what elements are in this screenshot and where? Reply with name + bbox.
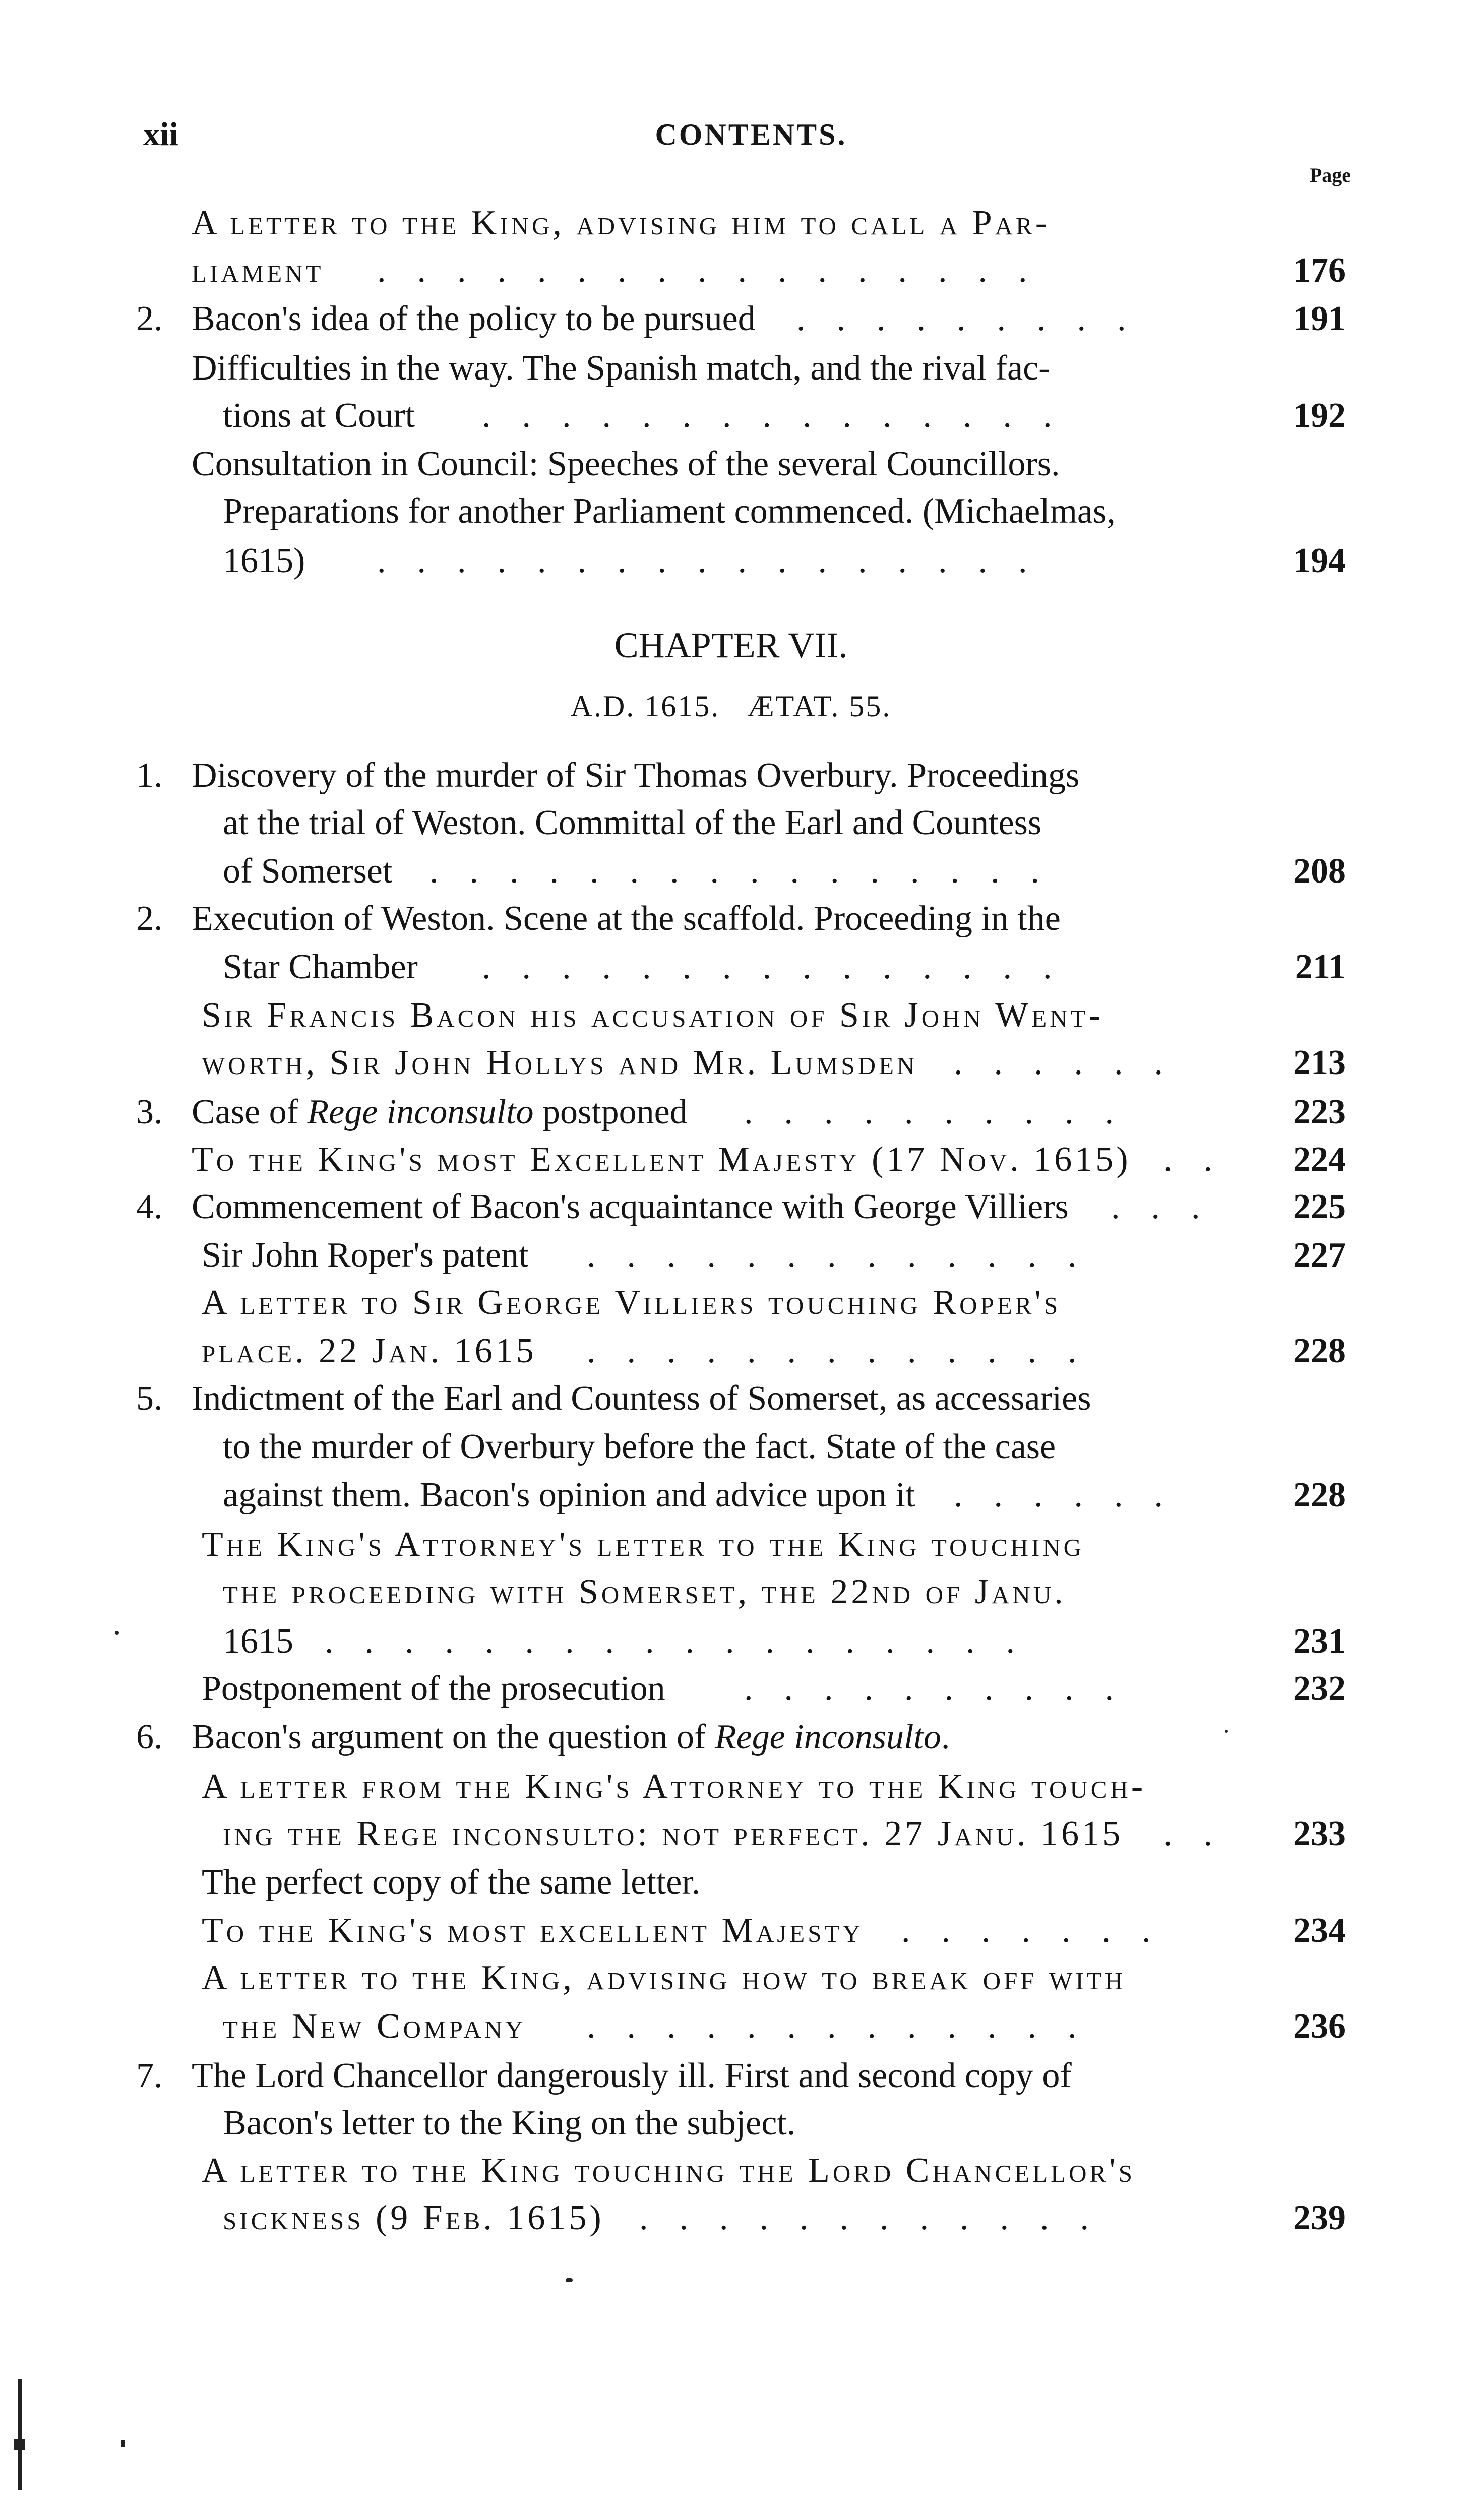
toc-entry-text-part: postponed — [533, 1093, 688, 1131]
toc-entry-text: ing the Rege inconsulto: not perfect. 27 Janu. 1615 — [223, 1814, 1124, 1853]
toc-page-number: 227 — [1293, 1236, 1346, 1275]
running-title: CONTENTS. — [655, 118, 847, 151]
toc-entry-text: of Somerset — [223, 852, 393, 891]
toc-entry-text: liament — [192, 251, 324, 290]
toc-entry-text: the New Company — [223, 2007, 526, 2046]
toc-page-number: 176 — [1293, 251, 1346, 290]
toc-page-number: 208 — [1293, 852, 1346, 891]
margin-mark — [14, 2439, 25, 2450]
toc-page-number: 211 — [1295, 948, 1346, 986]
toc-section-number: 1. — [136, 756, 163, 795]
chapter-title: CHAPTER VII. — [614, 625, 848, 665]
toc-entry-text: at the trial of Weston. Committal of the Earl and Countess — [223, 803, 1042, 842]
toc-entry-text: A letter to the King, advising how to break off with — [202, 1959, 1126, 1997]
toc-section-number: 2. — [136, 299, 163, 338]
dot-leader: .. — [1163, 1814, 1244, 1853]
toc-entry-text: Indictment of the Earl and Countess of Somerset, as accessaries — [192, 1379, 1091, 1418]
toc-section-number: 4. — [136, 1187, 163, 1226]
toc-entry-text — [192, 1090, 688, 1135]
toc-entry-text: tions at Court — [223, 396, 415, 435]
margin-mark — [566, 2278, 573, 2282]
toc-section-number: 3. — [136, 1093, 163, 1131]
dot-leader: ... — [1111, 1187, 1232, 1226]
toc-entry-text: Preparations for another Parliament commenced. (Michaelmas, — [223, 492, 1116, 531]
toc-page-number: 192 — [1293, 396, 1346, 435]
toc-entry-text: to the murder of Overbury before the fact. State of the case — [223, 1427, 1056, 1466]
dot-leader: ......... — [796, 299, 1157, 338]
dot-leader: ............. — [587, 2007, 1108, 2046]
dot-leader: ............. — [587, 1236, 1108, 1275]
toc-entry-text: Sir John Roper's patent — [202, 1236, 529, 1275]
dot-leader: ............... — [482, 396, 1083, 435]
dot-leader: .......... — [744, 1093, 1145, 1131]
toc-entry-text: sickness (9 Feb. 1615) — [223, 2198, 604, 2237]
toc-page-number: 223 — [1293, 1093, 1346, 1131]
toc-entry-text: A letter from the King's Attorney to the King touch- — [202, 1767, 1146, 1806]
toc-entry-text: A letter to Sir George Villiers touching Roper's — [202, 1283, 1061, 1322]
chapter-date-line: A.D. 1615. ÆTAT. 55. — [570, 689, 892, 723]
margin-mark — [115, 1631, 119, 1635]
toc-entry-text: Bacon's idea of the policy to be pursued — [192, 299, 756, 338]
toc-page-number: 231 — [1293, 1622, 1346, 1661]
dot-leader: ............ — [639, 2198, 1120, 2237]
toc-entry-text: A letter to the King, advising him to call a Par- — [192, 204, 1050, 242]
toc-entry-text: A letter to the King touching the Lord Chancellor's — [202, 2151, 1136, 2190]
margin-mark — [1225, 1730, 1228, 1733]
toc-entry-text: The perfect copy of the same letter. — [202, 1863, 701, 1902]
toc-entry-text: worth, Sir John Hollys and Mr. Lumsden — [202, 1043, 918, 1082]
margin-mark — [18, 2379, 22, 2490]
toc-entry-text: Postponement of the prosecution — [202, 1669, 665, 1708]
toc-page-number: 232 — [1293, 1669, 1346, 1708]
toc-section-number: 2. — [136, 899, 163, 938]
toc-entry-text: To the King's most Excellent Majesty (17 Nov. 1615) — [192, 1140, 1131, 1179]
margin-mark — [121, 2440, 125, 2447]
dot-leader: ................. — [377, 251, 1059, 290]
dot-leader: .. — [1163, 1140, 1244, 1179]
toc-entry-text: Star Chamber — [223, 948, 418, 986]
toc-page-number: 234 — [1293, 1911, 1346, 1950]
toc-section-number: 6. — [136, 1718, 163, 1756]
toc-page-number: 233 — [1293, 1814, 1346, 1853]
toc-entry-text: 1615 — [223, 1622, 293, 1661]
toc-entry-text: the proceeding with Somerset, the 22nd of Janu. — [223, 1572, 1066, 1611]
toc-entry-text: Sir Francis Bacon his accusation of Sir John Went- — [202, 996, 1103, 1035]
dot-leader: .......... — [744, 1669, 1145, 1708]
toc-page-number: 194 — [1293, 541, 1346, 580]
toc-entry-text: place. 22 Jan. 1615 — [202, 1332, 537, 1370]
toc-entry-text-part: Bacon's argument on the question of — [192, 1718, 715, 1756]
toc-entry-text-part: . — [941, 1718, 950, 1756]
toc-entry-text: Difficulties in the way. The Spanish match, and the rival fac- — [192, 349, 1051, 388]
folio-number: xii — [143, 116, 178, 153]
dot-leader: ....... — [901, 1911, 1182, 1950]
dot-leader: ................ — [429, 852, 1071, 891]
dot-leader: ................. — [377, 541, 1059, 580]
toc-entry-text: The Lord Chancellor dangerously ill. First and second copy of — [192, 2056, 1072, 2095]
toc-page-number: 191 — [1293, 299, 1346, 338]
toc-entry-text: Consultation in Council: Speeches of the several Councillors. — [192, 445, 1060, 483]
toc-entry-text — [192, 1715, 950, 1760]
toc-entry-italic-term: Rege inconsulto — [307, 1093, 534, 1131]
dot-leader: .................. — [325, 1622, 1046, 1661]
toc-entry-text: Bacon's letter to the King on the subject. — [223, 2104, 796, 2143]
toc-entry-text: against them. Bacon's opinion and advice upon it — [223, 1476, 915, 1515]
toc-entry-text: Commencement of Bacon's acquaintance with George Villiers — [192, 1187, 1069, 1226]
dot-leader: ............... — [482, 948, 1083, 986]
dot-leader: ...... — [954, 1476, 1194, 1515]
toc-entry-italic-term: Rege inconsulto — [714, 1718, 941, 1756]
toc-page-number: 239 — [1293, 2198, 1346, 2237]
page-column-label: Page — [1309, 164, 1351, 186]
toc-page-number: 213 — [1293, 1043, 1346, 1082]
toc-section-number: 7. — [136, 2056, 163, 2095]
dot-leader: ............. — [587, 1332, 1108, 1370]
toc-section-number: 5. — [136, 1379, 163, 1418]
toc-page-number: 228 — [1293, 1332, 1346, 1370]
dot-leader: ...... — [954, 1043, 1194, 1082]
toc-page-number: 224 — [1293, 1140, 1346, 1179]
toc-page-number: 228 — [1293, 1476, 1346, 1515]
toc-page-number: 236 — [1293, 2007, 1346, 2046]
toc-entry-text: Execution of Weston. Scene at the scaffold. Proceeding in the — [192, 899, 1061, 938]
toc-page-number: 225 — [1293, 1187, 1346, 1226]
toc-entry-text: 1615) — [223, 541, 305, 580]
toc-entry-text: To the King's most excellent Majesty — [202, 1911, 864, 1950]
toc-entry-text: The King's Attorney's letter to the King touching — [202, 1525, 1085, 1564]
toc-entry-text: Discovery of the murder of Sir Thomas Overbury. Proceedings — [192, 756, 1080, 795]
toc-entry-text-part: Case of — [192, 1093, 308, 1131]
